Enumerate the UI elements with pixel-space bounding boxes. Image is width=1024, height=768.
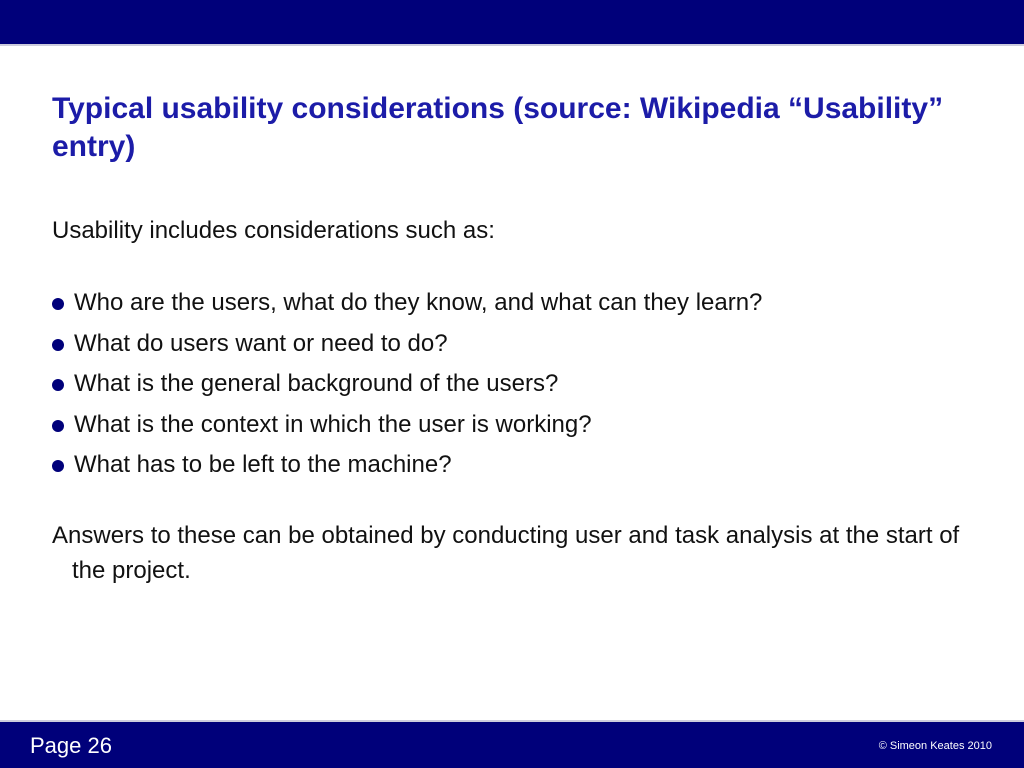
- slide-title: Typical usability considerations (source: Wikipedia “Usability” entry): [52, 92, 944, 163]
- bullet-icon: [52, 420, 64, 432]
- list-item: [52, 283, 982, 324]
- list-item: [52, 445, 982, 486]
- bullet-icon: [52, 339, 64, 351]
- consideration-list: [52, 283, 982, 486]
- bullet-icon: [52, 379, 64, 391]
- intro-text: Usability includes considerations such as:: [52, 217, 495, 244]
- header-divider: [0, 44, 1024, 46]
- answer-text: Answers to these can be obtained by conducting user and task analysis at the start of the project.: [52, 521, 960, 584]
- list-item: [52, 364, 982, 405]
- list-item-text: What is the context in which the user is working?: [74, 410, 592, 438]
- list-item: [52, 324, 982, 365]
- slide-body: [52, 211, 982, 588]
- page-number: Page 26: [30, 733, 112, 758]
- list-item-text: Who are the users, what do they know, and what can they learn?: [74, 289, 763, 316]
- list-item: [52, 405, 982, 446]
- bullet-icon: [52, 460, 64, 472]
- header-bar: [0, 0, 1024, 44]
- footer-bar: [0, 722, 1024, 768]
- bullet-icon: [52, 298, 64, 310]
- list-item-text: What has to be left to the machine?: [74, 451, 452, 479]
- list-item-text: What is the general background of the users?: [74, 370, 559, 398]
- list-item-text: What do users want or need to do?: [74, 329, 448, 357]
- copyright-notice: © Simeon Keates 2010: [878, 740, 992, 752]
